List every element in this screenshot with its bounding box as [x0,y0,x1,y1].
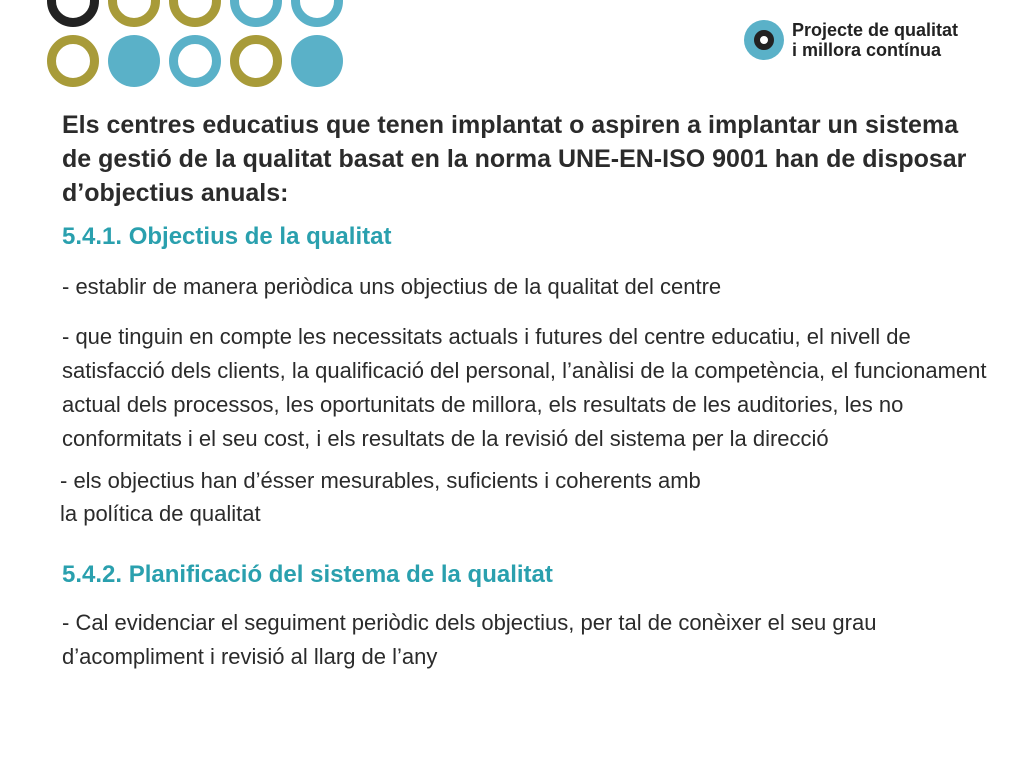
decor-circle-1 [47,0,99,27]
intro-paragraph: Els centres educatius que tenen implantat o aspiren a implantar un sistema de gestió de la qualitat basat en la norma UNE-EN-ISO 9001 han de disposar d’objectius anuals: [62,111,967,207]
decor-circle-3 [169,0,221,27]
logo-line-1: Projecte de qualitat [792,20,959,40]
decorative-circles [0,0,340,90]
bullet-measurable-line-2: la política de qualitat [60,501,261,526]
bullet-consider-needs: - que tinguin en compte les necessitats actuals i futures del centre educatiu, el nivell de satisfacció dels clients, la qualificació del personal, l’anàlisi de la competència, el funcionament actual dels processos, les oportunitats de millora, els resultats de les auditories, les no conformitats i el seu cost, i els resultats de la revisió del sistema per la direcció [62,324,987,451]
logo [744,18,1004,66]
slide-content [62,108,987,674]
decor-circle-2 [108,0,160,27]
decor-circle-4 [230,0,282,27]
decor-circle-6 [47,35,99,87]
section-heading-5-4-2: 5.4.2. Planificació del sistema de la qualitat [62,561,553,588]
decor-circle-5 [291,0,343,27]
decor-circle-10 [291,35,343,87]
logo-text [792,20,958,60]
bullet-measurable-line-1: - els objectius han d’ésser mesurables, suficients i coherents amb [60,468,701,493]
decor-circle-7 [108,35,160,87]
bullet-monitoring: - Cal evidenciar el seguiment periòdic dels objectius, per tal de conèixer el seu grau d’acompliment i revisió al llarg de l’any [62,610,877,669]
decor-circle-9 [230,35,282,87]
bullet-measurable-objectives [60,464,987,530]
decor-circle-8 [169,35,221,87]
logo-mark-icon [744,20,784,60]
section-heading-5-4-1: 5.4.1. Objectius de la qualitat [62,223,392,250]
logo-line-2: i millora contínua [792,40,942,60]
bullet-establish-objectives: - establir de manera periòdica uns objectius de la qualitat del centre [62,274,722,299]
